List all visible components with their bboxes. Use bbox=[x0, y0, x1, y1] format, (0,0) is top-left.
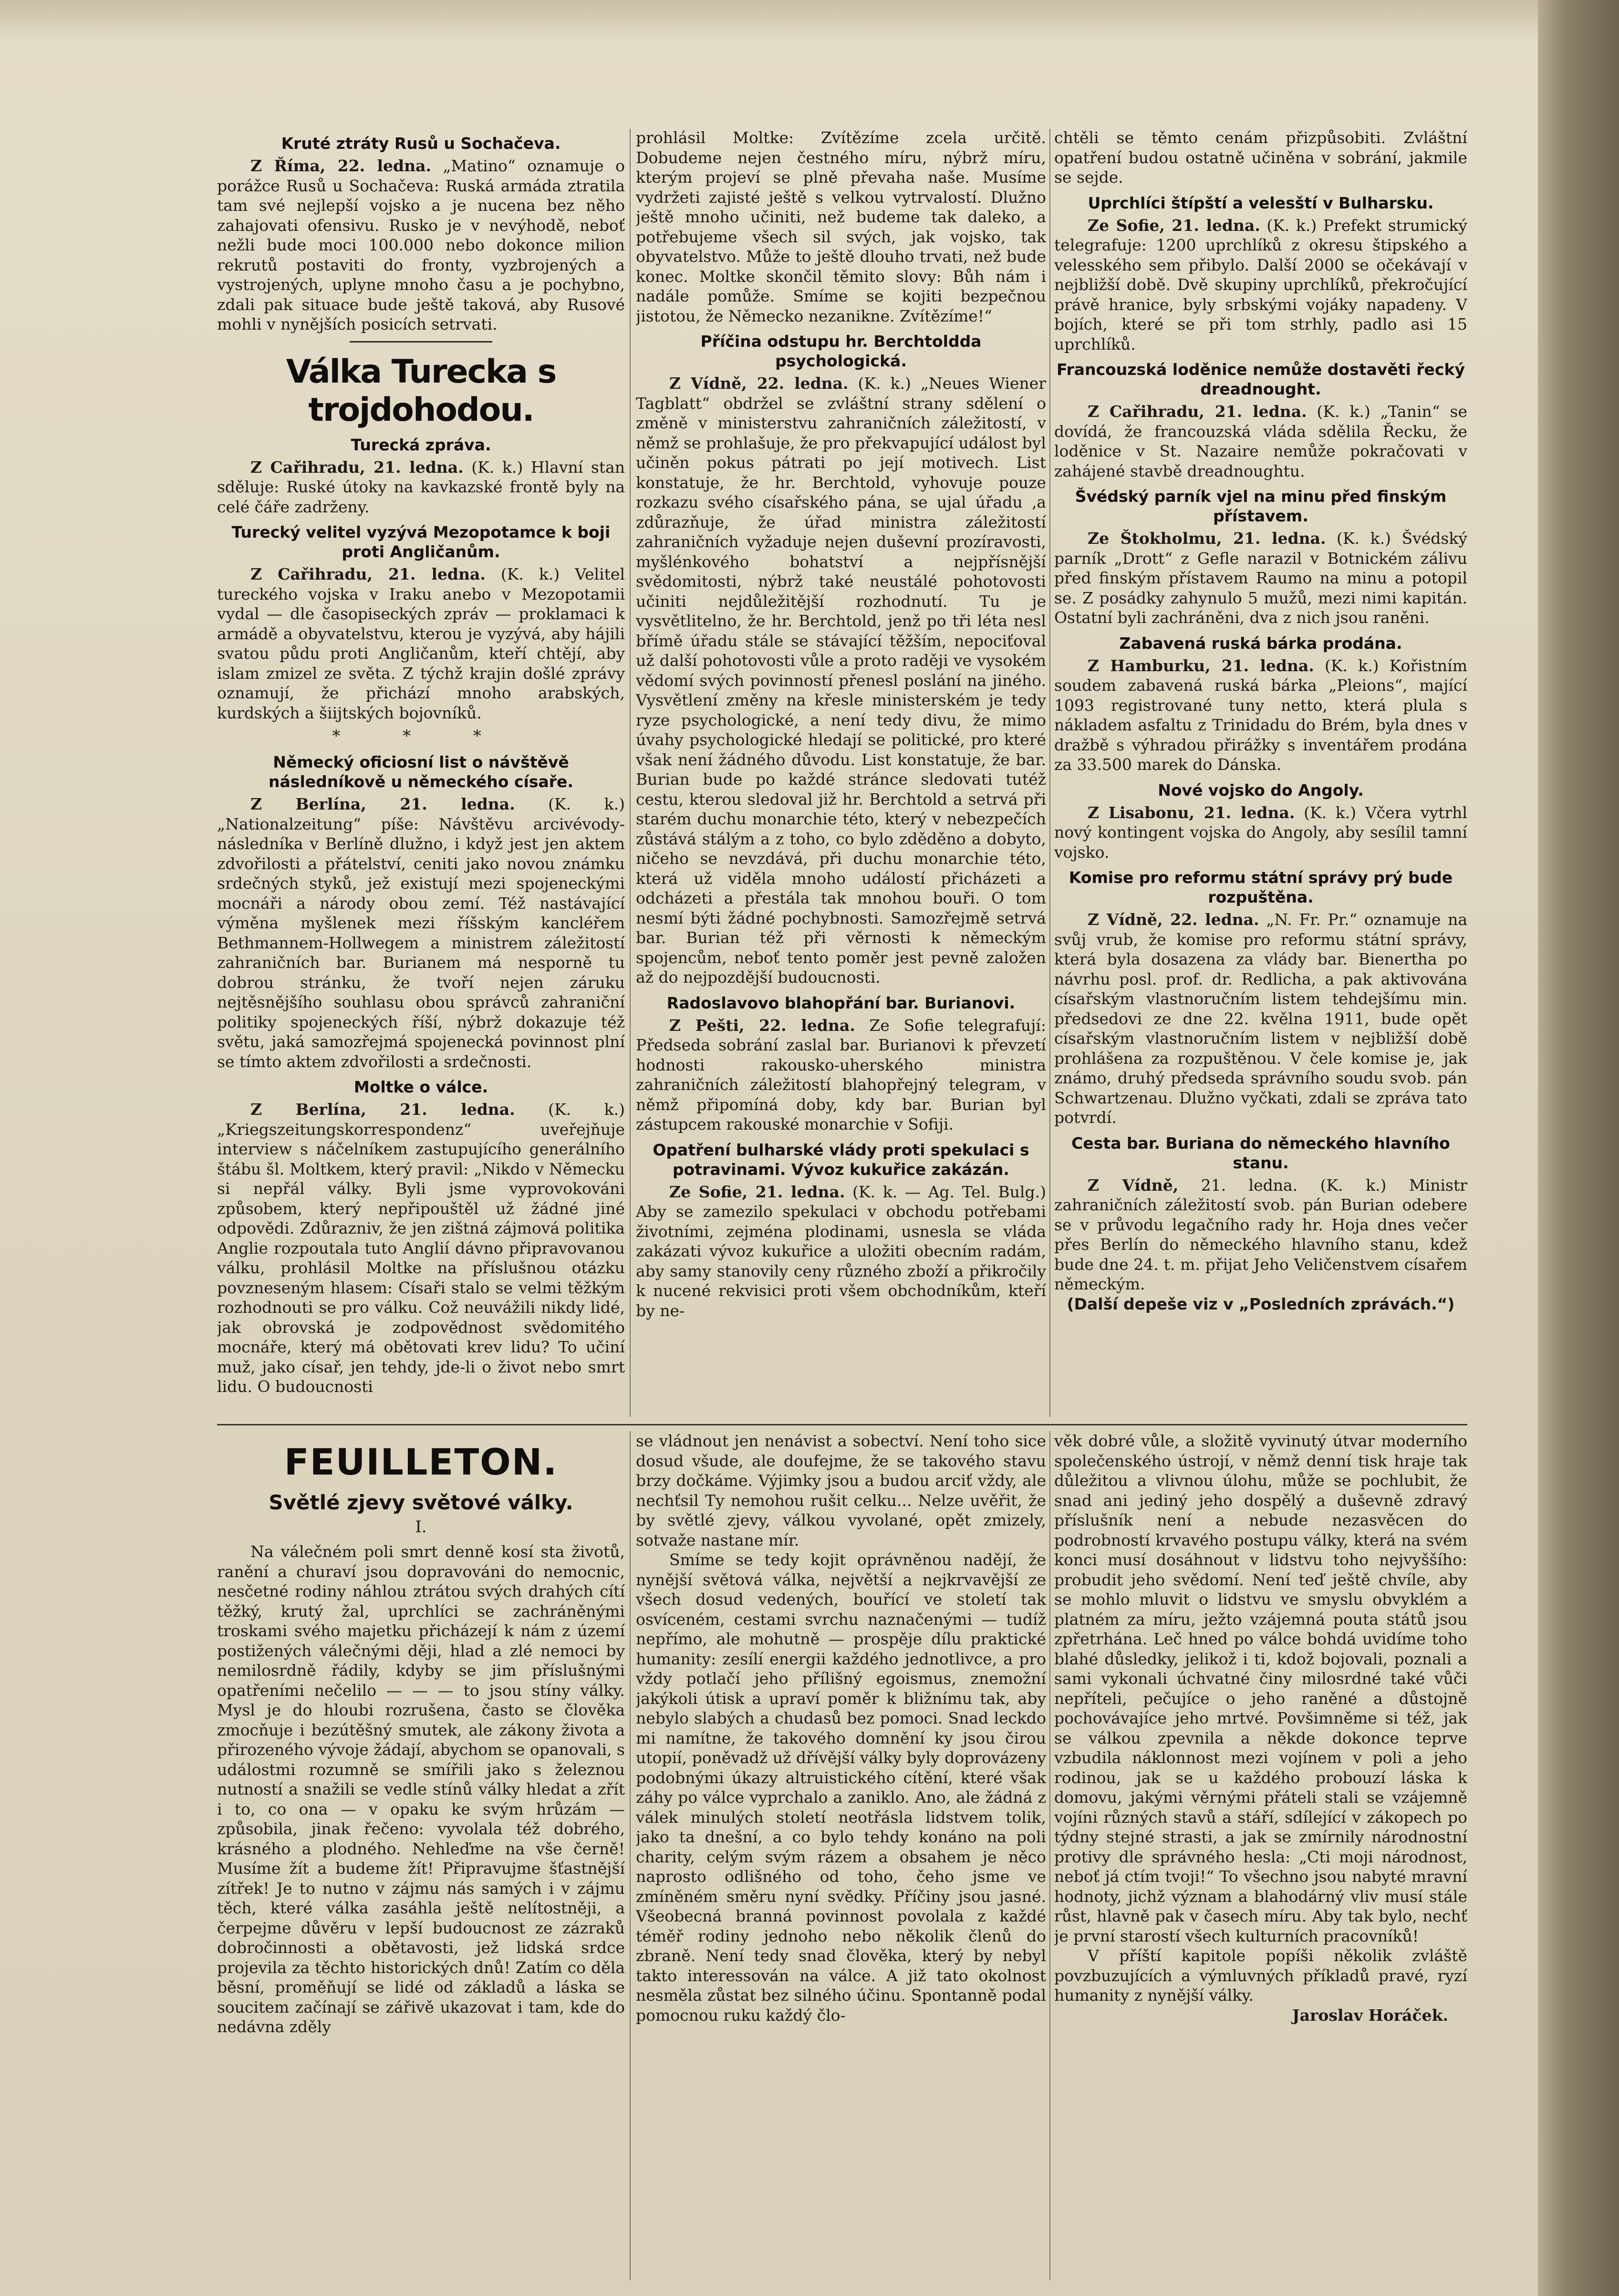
article-heading: Komise pro reformu státní správy prý bude rozpuštěna. bbox=[1069, 868, 1453, 906]
feuilleton-divider-line bbox=[217, 1424, 1467, 1425]
paragraph-text: prohlásil Moltke: Zvítězíme zcela určitě. Dobudeme nejen čestného míru, nýbrž míru, kterým projeví se plně převaha naše. Musíme vydržeti zajisté ještě s velkou vytrvalostí. Dlužno ještě mnoho učiniti, než budeme tak daleko, a potřebujeme všech sil svých, jak vojsko, tak obyvatelstvo. Může to ještě dlouho trvati, než bude konec. Moltke skončil těmito slovy: Bůh nám i nadále pomůže. Smíme se kojiti bezpečnou jistotou, že Německo nezanikne. Zvítězíme!“ bbox=[636, 128, 1046, 325]
dateline: Z Cařihradu, 21. ledna. bbox=[250, 457, 464, 477]
dateline: Ze Štokholmu, 21. ledna. bbox=[1088, 529, 1326, 548]
paragraph-text: (K. k.) Hlavní stan sděluje: Ruské útoky na kavkazské frontě byly na celé čáře zadrženy. bbox=[217, 457, 625, 516]
column-3 bbox=[1054, 128, 1467, 1425]
chapter-number: I. bbox=[415, 1517, 427, 1537]
paragraph-text: se vládnout jen nenávist a sobectví. Není toho sice dosud všude, ale doufejme, že se takového stavu brzy dočkáme. Výjimky jsou a budou arciť vždy, ale nechťsil Ty nemohou rušit celku... Nelze uvěřit, že by světlé zjevy, válkou vyvolané, opět zmizely, sotvaže nastane mír. bbox=[636, 1432, 1046, 1549]
article-paragraph bbox=[217, 1100, 625, 1397]
article-heading: Německý oficiosní list o návštěvě následníkově u německého císaře. bbox=[269, 753, 573, 791]
dateline: Z Cařihradu, 21. ledna. bbox=[250, 565, 486, 583]
article-paragraph bbox=[217, 457, 625, 517]
column-divider bbox=[630, 129, 631, 1417]
article-paragraph bbox=[636, 1182, 1046, 1321]
paragraph-text: chtěli se těmto cenám přizpůsobiti. Zvláštní opatření budou ostatně učiněna v sobrání, jakmile se sejde. bbox=[1054, 128, 1467, 187]
feuilleton-heading: FEUILLETON. bbox=[284, 1441, 558, 1483]
article-heading: Radoslavovo blahopřání bar. Burianovi. bbox=[666, 993, 1016, 1012]
article-paragraph bbox=[1054, 128, 1467, 187]
dateline: Z Hamburku, 21. ledna. bbox=[1088, 656, 1314, 675]
paragraph-text: „Matino“ oznamuje o porážce Rusů u Sochačeva: Ruská armáda ztratila tam své nejlepší vojsko a je nucena bez něho zahajovati ofensivu. Rusko je v nevýhodě, neboť nežli bude moci 100.000 nebo dokonce milion rekrutů postaviti do fronty, vyzbrojených a vystrojených, uplyne mnoho času a je pochybno, zdali pak situace bude ještě taková, aby Rusové mohli v nynějších posicích setrvati. bbox=[217, 156, 625, 333]
paragraph-text: (K. k.) Velitel tureckého vojska v Iraku anebo v Mezopotamii vydal — dle časopiseckých zpráv — proklamaci k armádě a obyvatelstvu, kterou je vyzývá, aby hájili svatou půdu proti Angličanům, kteří chtějí, aby islam zmizel ze světa. Z týchž krajin došlé zprávy oznamují, že přichází mnoho arabských, kurdských a šiijtských bojovníků. bbox=[217, 565, 625, 722]
article-heading: Turecká zpráva. bbox=[351, 435, 491, 454]
paragraph-text: (K. k.) „Kriegszeitungskorrespondenz“ uveřejňuje interview s náčelníkem zastupujícího generálního štábu šl. Moltkem, který pravil: „Nikdo v Německu si nepřál války. Byli jsme vyprovokováni způsobem, který nepřipouštěl už žádné jiné odpovědi. Zdůrazniv, že jen zištná zájmová politika Anglie rozpoutala tuto Anglií dávno připravovanou válku, prohlásil Moltke na příslušnou otázku povzneseným hlasem: Císaři stalo se velmi těžkým rozhodnouti se pro válku. Což neuvážili nikdy lidé, jak obrovská je zodpovědnost svědomitého mocnáře, který má obětovati krev lidu? To učiní muž, jako císař, jen tehdy, jde-li o život nebo smrt lidu. O budoucnosti bbox=[217, 1100, 625, 1396]
paragraph-text: V příští kapitole popíši několik zvláště povzbuzujících a výmluvných příkladů pravé, ryzí humanity z nynější války. bbox=[1054, 1946, 1467, 2005]
dateline: Ze Sofie, 21. ledna. bbox=[1088, 216, 1260, 235]
article-heading: Francouzská loděnice nemůže dostavěti řecký dreadnought. bbox=[1057, 360, 1465, 398]
section-separator-stars: * * * bbox=[332, 727, 510, 746]
article-heading: Turecký velitel vyzývá Mezopotamce k boji proti Angličanům. bbox=[231, 523, 611, 561]
short-rule bbox=[350, 341, 492, 343]
dateline: Z Berlína, 21. ledna. bbox=[250, 1100, 515, 1119]
dateline: Z Vídně, 22. ledna. bbox=[1088, 910, 1259, 929]
article-heading: Zabavená ruská bárka prodána. bbox=[1119, 634, 1402, 653]
paragraph-text: Na válečném poli smrt denně kosí sta životů, ranění a churaví jsou dopravováni do nemocnic, nesčetné rodiny náhlou ztrátou svých drahých cítí těžký, krutý žal, uprchlíci se zachráněnými troskami svého majetku přicházejí k nám z území postižených válečnými ději, hlad a zlé nemoci by nemilosrdně řádily, kdyby se jim příslušnými opatřeními nečelilo — — — to jsou stíny války. Mysl je do hloubi rozrušena, často se člověka zmocňuje i bezútěšný smutek, ale zákony života a přirozeného vývoje žádají, abychom se opanovali, s událostmi rozumně se smířili jako s železnou nutností a snažili se vedle stínů války hledat a zřít i to, co ona — v opaku ke svým hrůzám — způsobila, jinak řečeno: vyvolala též dobrého, krásného a plodného. Nehleďme na vše černě! Musíme žít a budeme žít! Připravujme šťastnější zítřek! Je to nutno v zájmu nás samých i v zájmu těch, které válka zasáhla ještě nelítostněji, a čerpejme důvěru v lepší budoucnost ze zázraků dobročinnosti a obětavosti, jež lidská srdce projevila za těchto historických dnů! Zatím co děla běsní, proměňují se lidé od základů a láska se soucitem začínají se zářivě ukazovat i tam, kde do nedávna zděly bbox=[217, 1542, 625, 2036]
article-heading: Opatření bulharské vlády proti spekulaci s potravinami. Vývoz kukuřice zakázán. bbox=[653, 1140, 1029, 1179]
dateline: Z Berlína, 21. ledna. bbox=[250, 795, 515, 813]
section-heading: Válka Turecka s trojdohodou. bbox=[286, 353, 556, 429]
paragraph-text: „N. Fr. Pr.“ oznamuje na svůj vrub, že komise pro reformu státní správy, která byla dosazena za vlády bar. Bienertha po návrhu posl. prof. dr. Redlicha, a pak aktivována císařským vlastnoručním listem tehdejšímu min. předsedovi ze dne 22. kvělna 1911, bude opět císařským vlastnoručním listem v nejbližší době prohlášena za rozpuštěnou. V čele komise je, jak známo, druhý předseda správního soudu svob. pán Schwartzenau. Dlužno vyčkati, zdali se zpráva tato potvrdí. bbox=[1054, 910, 1467, 1127]
column-divider bbox=[1049, 1431, 1050, 2280]
article-paragraph bbox=[217, 1542, 625, 2037]
feuilleton-title: Světlé zjevy světové války. bbox=[269, 1491, 573, 1514]
paragraph-text: (K. k. — Ag. Tel. Bulg.) Aby se zamezilo spekulaci v obchodu potřebami životními, zejména plodinami, usnesla se vláda zakázati vývoz kukuřice a uložiti obecním radám, aby samy stanovily ceny různého zboží a přikročily k nucené rekvisici proti všem obchodníkům, kteří by ne- bbox=[636, 1182, 1046, 1320]
dateline: Z Říma, 22. ledna. bbox=[250, 156, 431, 175]
article-paragraph bbox=[636, 1431, 1046, 1550]
article-paragraph bbox=[217, 564, 625, 723]
article-paragraph bbox=[636, 1016, 1046, 1134]
dateline: Z Pešti, 22. ledna. bbox=[669, 1016, 855, 1035]
article-paragraph bbox=[636, 128, 1046, 326]
article-paragraph bbox=[1054, 1946, 1467, 2005]
paragraph-text: (K. k.) Kořistním soudem zabavená ruská bárka „Pleions“, mající 1093 registrované tuny netto, která plula s nákladem asfaltu z Trinidadu do Brém, byla dnes v dražbě s výhradou přirážky s inventářem prodána za 33.500 marek do Dánska. bbox=[1054, 656, 1467, 774]
paragraph-text: (K. k.) Včera vytrhl nový kontingent vojska do Angoly, aby sesílil tamní vojsko. bbox=[1054, 803, 1467, 862]
paragraph-text: (K. k.) „Neues Wiener Tagblatt“ obdržel se zvláštní strany sdělení o změně v ministerstvu zahraničních záležitostí, v němž se prohlašuje, že pro překvapující událost byl učiněn pokus pátrati po její motivech. List konstatuje, že hr. Berchtold, vyhovuje pouze rozkazu svého císařského pána, se ujal úřadu ‚a zdůrazňuje, že úřad ministra záležitostí zahraničních vyžaduje nejen duševní prozíravosti, myšlénkového bohatství a nejpřísnější svědomitosti, nýbrž také neustálé pohotovosti učiniti nejdůležitější rozhodnutí. Tu je vysvětlitelno, že hr. Berchtold, jenž po tři léta nesl břímě úřadu stále se stávající těžším, nepociťoval už další pohotovosti vůle a proto raději ve vysokém vědomí svých povinností přenesl poslání na jiného. Vysvětlení změny na křesle ministerském je tedy ryze psychologické, a není tedy divu, že mimo úvahy psychologické hledají se politické, pro které však není žádného důvodu. List konstatuje, že bar. Burian bude po každé stránce sledovati tutéž cestu, kterou sledoval již hr. Berchtold a setrvá při starém duchu monarchie této, který v nebezpečích zůstává stálým a z toho, co bylo zděděno a dobyto, ničeho se nevzdává, při duchu monarchie této, která už viděla mnoho událostí přicházeti a odcházeti a přestála tak mnohou bouři. O tom nesmí býti žádné pochybnosti. Samozřejmě setrvá bar. Burian též při věrnosti k německým spojencům, neboť tento poměr jest pevně založen až do nejpozdější budoucnosti. bbox=[636, 374, 1046, 987]
page-top-shade bbox=[0, 0, 1619, 43]
article-heading: Příčina odstupu hr. Berchtoldda psychologická. bbox=[700, 332, 982, 370]
article-paragraph bbox=[1054, 910, 1467, 1128]
paragraph-text: (K. k.) Švédský parník „Drott“ z Gefle narazil v Botnickém zálivu před finským přístavem Raumo na minu a potopil se. Z posádky zahynulo 5 mužů, mezi nimi kapitán. Ostatní byli zachráněni, dva z nich jsou raněni. bbox=[1054, 529, 1467, 627]
paragraph-text: (K. k.) Prefekt strumický telegrafuje: 1200 uprchlíků z okresu štipského a velesského sem přibylo. Další 2000 se očekávají v nejbližší době. Dvě skupiny uprchlíků, překročující právě hranice, byly srbskými vojáky napadeny. V bojích, které se při tom strhly, padlo asi 15 uprchlíků. bbox=[1054, 216, 1467, 353]
column-2 bbox=[636, 128, 1046, 1406]
paragraph-text: Smíme se tedy kojit oprávněnou nadějí, že nynější světová válka, největší a nejkrvavější ze všech dosud vedených, bouřící ve století tak osvíceném, cestami svrchu naznačenými — tudíž nepřímo, ale mohutně — prospěje dílu praktické humanity: zesílí energii každého jednotlivce, a pro vždy potlačí jeho přílišný egoismus, znemožní jakýkoli útisk a upraví poměr k bližnímu tak, aby nebylo slabých a chudasů bez pomoci. Snad leckdo mi namítne, že takového domnění ky jsou čirou utopií, poněvadž už dřívější války byly doprovázeny podobnými úkazy altruistického cítění, které však záhy po válce vyprchalo a zaniklo. Ano, ale žádná z válek minulých století neotřásla lidstvem tolik, jako ta dnešní, a co bylo tehdy konáno na poli charity, celým svým rázem a obsahem je něco naprosto odlišného od toho, čeho jsme ve zmíněném směru nyní svědky. Příčiny jsou jasné. Všeobecná branná povinnost povolala z každé téměř rodiny jednoho nebo několik členů do zbraně. Není tedy snad člověka, který by nebyl takto interessován na válce. A již tato okolnost nesměla zůstat bez silného účinu. Spontanně podal pomocnou ruku každý člo- bbox=[636, 1550, 1046, 2025]
column-divider bbox=[1049, 129, 1050, 1417]
article-paragraph bbox=[1054, 656, 1467, 775]
article-paragraph bbox=[1054, 529, 1467, 628]
article-paragraph bbox=[636, 374, 1046, 987]
paragraph-text: věk dobré vůle, a složitě vyvinutý útvar moderního společenského ústrojí, v němž denní tisk hraje tak důležitou a vlivnou úlohu, může se pochlubit, že snad ani jediný jeho dospělý a duševně zdravý příslušník není a nebude nezasvěcen do podrobností krvavého postupu války, která na svém konci musí dosáhnout v lidstvu toho nejvyššího: probudit jeho svědomí. Není teď ještě chvíle, aby se mohlo mluvit o lidstvu ve smyslu obvyklém a platném za míru, ježto vzájemná pouta států jsou zpřetrhána. Leč hned po válce bohdá uvidíme toho blahé důsledky, jelikož i ti, kdož bojovali, poznali a sami vykonali úchvatné činy milosrdné také vůči nepříteli, pečujíce o jeho raněné a důstojně pochovávajíce jeho mrtvé. Povšimněme si též, jak se válkou zpevnila a někde dokonce teprve vzbudila náklonnost mezi vojínem v poli a jeho rodinou, jak se u každého probouzí láska k domovu, jakými věrnými přáteli stali se vzájemně vojíni různých stavů a stáří, sdílející v zákopech po týdny stejné strasti, a jak se zmírnily národnostní protivy dle správného hesla: „Cti moji národnost, neboť já ctím tvoji!“ To všechno jsou nabyté mravní hodnoty, jichž význam a blahodárný vliv musí stále růst, hlavně pak v časech míru. Aby tak bylo, nechť je první starostí všech kulturních pracovníků! bbox=[1054, 1432, 1467, 1945]
article-heading: Cesta bar. Buriana do německého hlavního stanu. bbox=[1071, 1133, 1450, 1172]
page-binding-edge bbox=[1538, 0, 1619, 2296]
more-dispatches-note: (Další depeše viz v „Posledních zprávách.“) bbox=[1067, 1294, 1455, 1313]
article-heading: Kruté ztráty Rusů u Sochačeva. bbox=[281, 134, 561, 153]
article-paragraph bbox=[1054, 216, 1467, 354]
column-1 bbox=[217, 128, 625, 1406]
dateline: Z Vídně, 22. ledna. bbox=[669, 374, 849, 393]
paragraph-text: Ze Sofie telegrafují: Předseda sobrání zaslal bar. Burianovi k převzetí hodnosti rakousko-uherského ministra zahraničních záležitostí blahopřejný telegram, v němž připomíná doby, kdy bar. Burian byl zástupcem rakouské monarchie v Sofiji. bbox=[636, 1016, 1046, 1133]
article-paragraph bbox=[1054, 1175, 1467, 1294]
dateline: Ze Sofie, 21. ledna. bbox=[669, 1182, 845, 1201]
article-paragraph bbox=[1054, 402, 1467, 481]
paragraph-text: (K. k.) „Nationalzeitung“ píše: Návštěvu arcivévody-následníka v Berlíně dlužno, i když jest jen aktem zdvořilosti a přátelství, ceniti jako novou známku srdečných styků, jež existují mezi spojeneckými mocnáři a národy obou zemí. Též nastávající výměna myšlenek mezi říšským kancléřem Bethmannem-Hollwegem a ministrem záležitostí zahraničních bar. Burianem má nesporně tu dobrou stránku, že tvoří nejen záruku nejtěsnějšího souhlasu obou správců zahraniční politiky spojeneckých říší, nýbrž dokazuje též světu, jaká samozřejmá spojenecká povinnost plní se tímto aktem zdvořilosti a srdečnosti. bbox=[217, 795, 625, 1071]
article-paragraph bbox=[636, 1550, 1046, 2025]
article-heading: Uprchlíci štípští a velesští v Bulharsku. bbox=[1088, 193, 1434, 212]
dateline: Z Lisabonu, 21. ledna. bbox=[1088, 803, 1295, 822]
article-paragraph bbox=[217, 156, 625, 334]
column-4 bbox=[217, 1431, 625, 2290]
article-heading: Nové vojsko do Angoly. bbox=[1158, 780, 1364, 800]
article-heading: Moltke o válce. bbox=[353, 1078, 488, 1096]
paragraph-text: 21. ledna. (K. k.) Ministr zahraničních záležitostí svob. pán Burian odebere se v průvodu legačního rady hr. Hoja dnes večer přes Berlín do německého hlavního stanu, kdež bude dne 24. t. m. přijat Jeho Veličenstvem císařem německým. bbox=[1054, 1175, 1467, 1293]
article-paragraph bbox=[217, 794, 625, 1071]
author-signature: Jaroslav Horáček. bbox=[1292, 2005, 1448, 2025]
article-paragraph bbox=[1054, 803, 1467, 862]
article-paragraph bbox=[1054, 1431, 1467, 1946]
column-6 bbox=[1054, 1431, 1467, 2290]
dateline: Z Cařihradu, 21. ledna. bbox=[1088, 402, 1307, 421]
article-heading: Švédský parník vjel na minu před finským přístavem. bbox=[1075, 487, 1447, 525]
dateline: Z Vídně, bbox=[1088, 1175, 1179, 1195]
column-divider bbox=[630, 1431, 631, 2280]
column-5 bbox=[636, 1431, 1046, 2290]
paragraph-text: (K. k.) „Tanin“ se dovídá, že francouzská vláda sdělila Řecku, že loděnice v St. Nazaire nemůže pokračovati v zahájené stavbě dreadnoughtu. bbox=[1054, 402, 1467, 480]
